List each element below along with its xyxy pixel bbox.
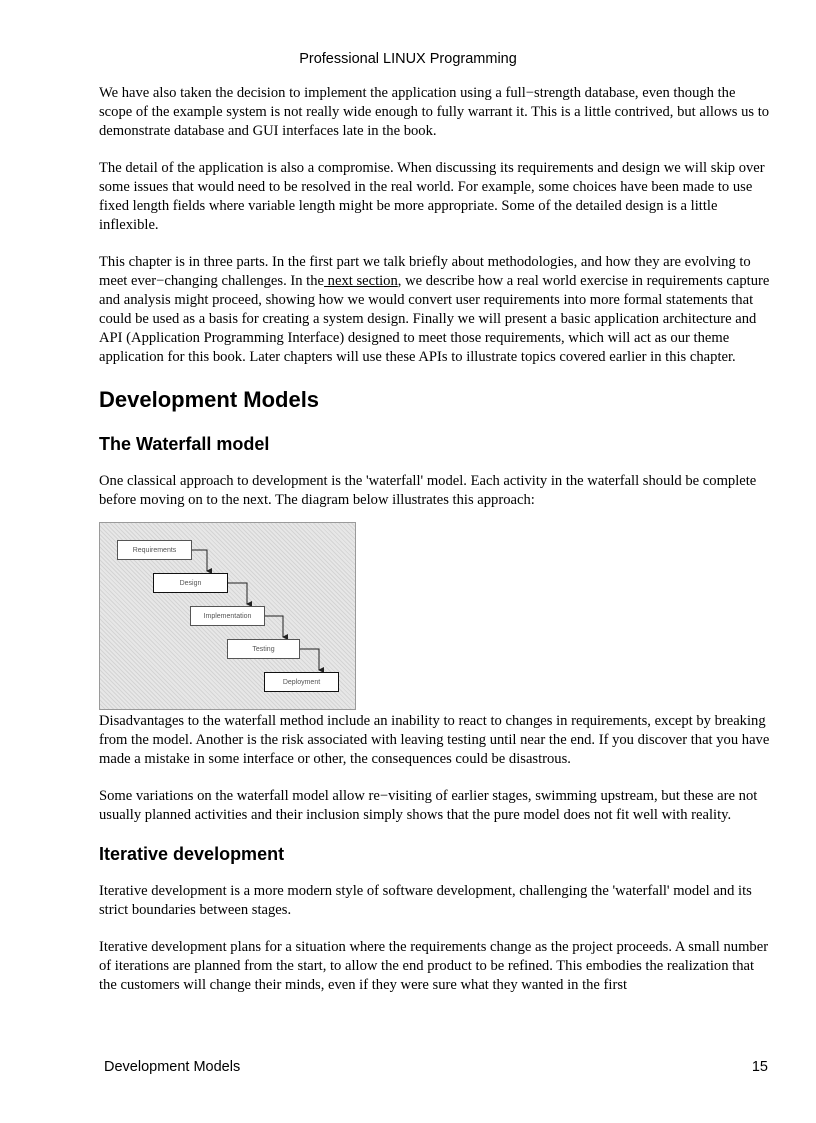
running-footer [104,1059,768,1075]
iterative-heading: Iterative development [99,844,285,864]
stage-requirements: Requirements [117,540,192,560]
intro-paragraph-3-end: , we describe how a real world exercise in requirements capture and analysis might proceed, showing how we would convert user requirements into more formal statements that could be used as a basis for creating a system design. Finally we will present a basic application architecture and API (Application Programming Interface) designed to meet those requirements, which will act as our theme application for this book. Later chapters will use these APIs to illustrate topics covered earlier in this chapter. [99,273,770,365]
running-header: Professional LINUX Programming [299,51,517,67]
intro-paragraph-3-start: This chapter is in three parts. In the first part we talk briefly about methodologies, and how they are evolving to meet ever−changing challenges. In the [99,254,751,289]
intro-paragraph-3 [99,253,771,367]
page-number: 15 [751,1059,768,1075]
arrow-design-to-implementation [228,583,247,604]
waterfall-heading: The Waterfall model [99,434,270,454]
intro-paragraph-1: We have also taken the decision to implement the application using a full−strength database, even though the scope of the example system is not really wide enough to fully warrant it. This is a little contrived, but allows us to demonstrate database and GUI interfaces late in the book. [99,85,770,139]
stage-design: Design [153,573,228,593]
waterfall-diagram [99,522,356,710]
next-section-link[interactable]: next section [324,273,398,289]
stage-implementation: Implementation [190,606,265,626]
iterative-paragraph-2: Iterative development plans for a situation where the requirements change as the project proceeds. A small number of iterations are planned from the start, to allow the end product to be refined. This embodies the realization that the customers will change their minds, even if they were sure what they wanted in the first [99,939,769,993]
waterfall-paragraph-1: One classical approach to development is the 'waterfall' model. Each activity in the waterfall should be complete before moving on to the next. The diagram below illustrates this approach: [99,473,757,508]
section-heading: Development Models [99,387,320,412]
arrow-requirements-to-design [192,550,207,571]
stage-deployment: Deployment [264,672,339,692]
arrow-testing-to-deployment [300,649,319,670]
arrow-implementation-to-testing [265,616,283,637]
waterfall-paragraph-3: Some variations on the waterfall model allow re−visiting of earlier stages, swimming upstream, but these are not usually planned activities and their inclusion simply shows that the pure model does not fit well with reality. [99,788,758,823]
stage-testing: Testing [227,639,300,659]
page-content [99,84,771,1013]
waterfall-paragraph-2: Disadvantages to the waterfall method include an inability to react to changes in requirements, except by breaking from the model. Another is the risk associated with leaving testing until near the end. If you discover that you have made a mistake in some interface or other, the consequences could be disastrous. [99,713,770,767]
footer-chapter: Development Models [104,1059,241,1075]
intro-paragraph-2: The detail of the application is also a compromise. When discussing its requirements and design we will skip over some issues that would need to be resolved in the real world. For example, some choices have been made to use fixed length fields where variable length might be more appropriate. Some of the detailed design is a little inflexible. [99,160,765,233]
iterative-paragraph-1: Iterative development is a more modern style of software development, challenging the 'waterfall' model and its strict boundaries between stages. [99,883,752,918]
